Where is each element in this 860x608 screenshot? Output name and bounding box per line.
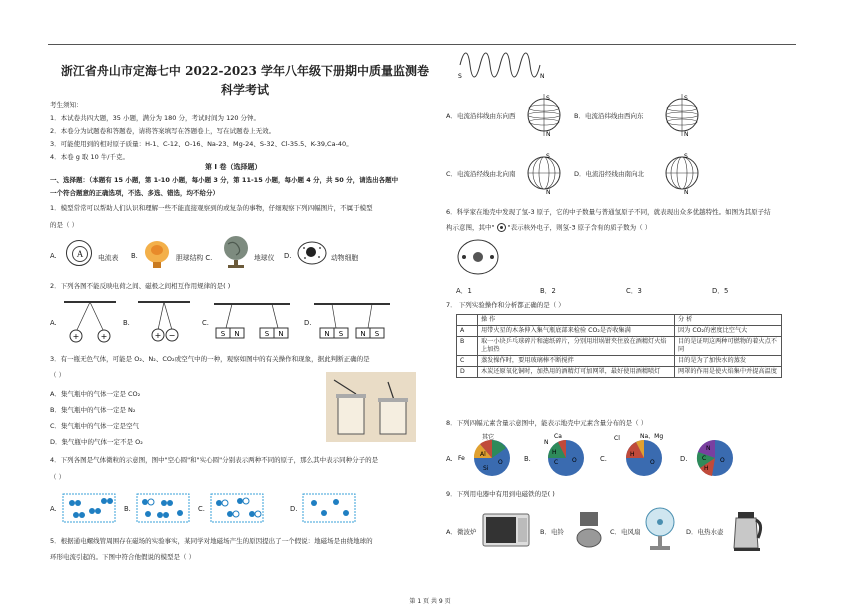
- table-cell: 因为 CO₂的密度比空气大: [675, 326, 782, 337]
- table-cell: C: [457, 356, 478, 367]
- table-cell: 目的是证明这两种可燃物的着火点不同: [675, 337, 782, 356]
- pie-label: 其它: [482, 434, 495, 441]
- pie-label: Na、Mg: [640, 433, 664, 440]
- option-label: A.: [50, 505, 57, 513]
- earth-latitude-current-west-diagram: [524, 92, 564, 138]
- magnet-pole-label: S: [374, 330, 380, 338]
- option-label: B.: [124, 505, 131, 513]
- question-3-stem: （ ）: [50, 371, 66, 379]
- magnet-pole-label: N: [278, 330, 284, 338]
- magnet-pole-label: N: [324, 330, 330, 338]
- magnet-pole-label: S: [338, 330, 344, 338]
- table-cell: B: [457, 337, 478, 356]
- option-text: 地球仪: [254, 254, 275, 262]
- pie-label: H: [552, 449, 557, 456]
- pie-label: C: [702, 455, 707, 462]
- solenoid-diagram: [456, 48, 548, 82]
- notice-line: 4．本卷 g 取 10 牛/千克。: [50, 153, 129, 161]
- magnet-pole-label: N: [234, 330, 240, 338]
- page-footer: 第 1 页 共 9 页: [409, 598, 451, 605]
- gas-particles-diagram-d: [302, 493, 356, 523]
- option-text: D．5: [712, 287, 729, 295]
- notice-line: 3．可能使用到的相对原子质量：H-1、C-12、O-16、Na-23、Mg-24、S-32、Cl-35.5、K-39,Ca-40。: [50, 140, 353, 148]
- option-label: B.: [524, 455, 531, 463]
- table-header: 操 作: [478, 315, 675, 326]
- question-8-stem: 8．下列四幅元素含量示意图中，能表示地壳中元素含量分布的是（ ）: [446, 419, 648, 427]
- table-cell: 目的是为了加快水的蒸发: [675, 356, 782, 367]
- option-text: D．电流沿经线由南向北: [574, 170, 645, 178]
- pie-label: N: [544, 439, 549, 446]
- pie-label: Cl: [614, 435, 620, 442]
- svg-text:+: +: [154, 331, 162, 340]
- option-text: C．集气瓶中的气体一定是空气: [50, 422, 140, 430]
- table-header: [457, 315, 478, 326]
- option-label: C.: [600, 455, 607, 463]
- pie-label: Fe: [458, 455, 465, 462]
- svg-text:N: N: [546, 189, 551, 196]
- question-3-stem: 3．有一瓶无色气体，可能是 O₂、N₂、CO₂或空气中的一种，观察如图中的有关操作和现象，据此判断正确的是: [50, 355, 370, 363]
- table-cell: 蒸发操作时，要用玻璃棒不断搅拌: [478, 356, 675, 367]
- section-description: 一个符合题意的正确选项，不选、多选、错选，均不给分）: [50, 189, 219, 197]
- question-5-stem: 5．根据通电螺线管周围存在磁场的实验事实，某同学对地磁场产生的原因提出了一个假说：地磁场是由绕地球的: [50, 537, 373, 545]
- question-7-table: [456, 314, 782, 378]
- microwave-oven-icon: [482, 512, 530, 548]
- table-header-row: [457, 315, 782, 326]
- table-cell: 用带火星的木条伸入集气瓶底部来检验 CO₂是否收集满: [478, 326, 675, 337]
- pie-label: H: [704, 465, 709, 472]
- gas-particles-diagram-b: [136, 493, 190, 523]
- pie-label: O: [572, 457, 577, 464]
- option-text: A．集气瓶中的气体一定是 CO₂: [50, 390, 141, 398]
- option-text: A．电流沿纬线由东向西: [446, 112, 516, 120]
- option-text: C．电流沿经线由北向南: [446, 170, 516, 178]
- pie-label: H: [630, 451, 635, 458]
- question-1-stem: 的是（ ）: [50, 221, 79, 229]
- magnet-pole-label: S: [264, 330, 270, 338]
- svg-text:S: S: [546, 153, 550, 160]
- option-label: D.: [290, 505, 298, 513]
- stem-part: 构示意图，其中": [446, 223, 497, 232]
- ammeter-icon: [66, 240, 92, 266]
- option-text: B．电铃: [540, 528, 564, 536]
- animal-cell-icon: [296, 240, 328, 266]
- option-text: D．电热水壶: [686, 528, 724, 536]
- option-label: A.: [50, 319, 57, 327]
- option-text: C．3: [626, 287, 642, 295]
- notice-label: 考生须知：: [50, 101, 83, 109]
- option-text: A．微波炉: [446, 528, 477, 536]
- option-text: B．电流沿纬线由西向东: [574, 112, 644, 120]
- pie-label: Ca: [554, 433, 562, 440]
- pie-label: C: [554, 459, 559, 466]
- option-label: A.: [446, 455, 453, 463]
- svg-text:S: S: [546, 95, 550, 102]
- option-text: 胆球结构 C.: [176, 254, 213, 262]
- earth-latitude-current-east-diagram: [662, 92, 702, 138]
- gas-jar-experiment-illustration: [326, 372, 416, 442]
- table-row: [457, 326, 782, 337]
- option-label: C.: [202, 319, 209, 327]
- table-cell: 木炭还原氧化铜时，加热用的酒精灯可加网罩，最好使用酒精喷灯: [478, 367, 675, 378]
- svg-text:N: N: [546, 131, 551, 138]
- pie-label: Al: [480, 451, 486, 458]
- charged-balls-attract-diagram: [134, 300, 194, 344]
- pie-label: Si: [483, 465, 489, 472]
- section-description: 一、选择题：（本题有 15 小题，第 1-10 小题，每小题 3 分，第 11-15 小题，每小题 4 分，共 50 分，请选出各题中: [50, 176, 399, 184]
- electric-kettle-icon: [730, 504, 764, 552]
- electric-bell-icon: [574, 510, 604, 550]
- svg-text:N: N: [684, 131, 689, 138]
- gas-particles-diagram-a: [62, 493, 116, 523]
- question-4-stem: 4．下列各图是气体微粒的示意图，图中"空心圆"和"实心圆"分别表示两种不同的原子，那么其中表示同种分子的是: [50, 456, 379, 464]
- exam-subject: 科学考试: [220, 83, 269, 97]
- svg-text:S: S: [684, 95, 688, 102]
- option-text: 动物细胞: [331, 254, 359, 262]
- magnet-pole-label: N: [360, 330, 366, 338]
- option-text: C．电风扇: [610, 528, 641, 536]
- table-cell: 取一小块乒乓球碎片和滤纸碎片，分别用坩埚钳夹住放在酒精灯火焰上加热: [478, 337, 675, 356]
- element-pie-chart-d: [690, 432, 740, 480]
- option-label: D.: [304, 319, 312, 327]
- option-text: D．集气瓶中的气体一定不是 O₂: [50, 438, 143, 446]
- exam-title: 浙江省舟山市定海七中 2022-2023 学年八年级下册期中质量监测卷: [60, 64, 430, 78]
- option-label: C.: [198, 505, 205, 513]
- earth-longitude-current-south-diagram: [524, 150, 564, 196]
- element-pie-chart-c: [610, 432, 672, 480]
- pie-label: O: [720, 457, 725, 464]
- pie-label: O: [498, 459, 503, 466]
- svg-text:N: N: [684, 189, 689, 196]
- table-cell: 网罩的作用是使火焰集中并提高温度: [675, 367, 782, 378]
- table-cell: D: [457, 367, 478, 378]
- question-2-stem: 2．下列各图不能反映电荷之间、磁极之间相互作用规律的是( ): [50, 282, 231, 290]
- question-5-stem: 环形电流引起的。下图中符合他假说的模型是（ ）: [50, 553, 196, 561]
- hydrogen-3-atom-diagram: [456, 238, 500, 276]
- svg-text:S: S: [458, 73, 462, 80]
- question-6-stem: [446, 223, 651, 232]
- table-row: [457, 356, 782, 367]
- gas-particles-diagram-c: [210, 493, 264, 523]
- option-text: 电流表: [98, 254, 119, 262]
- question-9-stem: 9．下列用电器中有用到电磁铁的是( ): [446, 490, 555, 498]
- svg-text:+: +: [72, 332, 80, 341]
- earth-longitude-current-north-diagram: [662, 150, 702, 196]
- option-text: A．1: [456, 287, 472, 295]
- option-label: D.: [284, 252, 292, 260]
- question-1-stem: 1．模型常常可以帮助人们认识和理解一些不能直接观察到的或复杂的事物，仔细观察下列四幅图片，不属于模型: [50, 204, 373, 212]
- gallbladder-model-icon: [142, 236, 172, 270]
- svg-text:S: S: [684, 153, 688, 160]
- option-label: D.: [680, 455, 688, 463]
- svg-text:+: +: [100, 332, 108, 341]
- pie-label: O: [650, 459, 655, 466]
- electric-fan-icon: [642, 506, 678, 552]
- stem-part: "表示核外电子，则氢-3 原子含有的质子数为（ ）: [505, 223, 652, 232]
- question-7-stem: 7． 下列实验操作和分析都正确的是（ ）: [446, 301, 565, 309]
- option-label: A.: [50, 252, 57, 260]
- charged-balls-repel-diagram: [60, 300, 120, 344]
- element-pie-chart-a: [456, 432, 518, 480]
- magnets-diagram-d: [312, 302, 392, 342]
- table-cell: A: [457, 326, 478, 337]
- element-pie-chart-b: [536, 432, 594, 480]
- ammeter-letter: A: [72, 246, 88, 262]
- magnets-diagram-c: [212, 302, 292, 342]
- electron-symbol-icon: [497, 223, 506, 232]
- svg-text:−: −: [168, 331, 176, 340]
- pie-label: N: [706, 445, 711, 452]
- table-row: [457, 367, 782, 378]
- magnet-pole-label: S: [220, 330, 226, 338]
- section-title: 第 I 卷（选择题）: [205, 163, 262, 171]
- table-header: 分 析: [675, 315, 782, 326]
- notice-line: 1．本试卷共四大题，35 小题，满分为 180 分，考试时间为 120 分钟。: [50, 114, 261, 122]
- globe-icon: [220, 234, 252, 270]
- svg-text:N: N: [540, 73, 545, 80]
- header-rule: [48, 44, 796, 45]
- option-label: B.: [123, 319, 130, 327]
- table-row: [457, 337, 782, 356]
- question-6-stem: 6．科学家在地壳中发现了氢-3 原子，它的中子数量与普通氢原子不同，就表现出众多优越特性。如图为其原子结: [446, 208, 771, 216]
- option-text: B．2: [540, 287, 556, 295]
- question-4-stem: （ ）: [50, 473, 66, 481]
- option-label: B.: [131, 252, 138, 260]
- option-text: B．集气瓶中的气体一定是 N₂: [50, 406, 136, 414]
- notice-line: 2．本卷分为试题卷和答题卷，请将答案填写在答题卷上，写在试题卷上无效。: [50, 127, 276, 135]
